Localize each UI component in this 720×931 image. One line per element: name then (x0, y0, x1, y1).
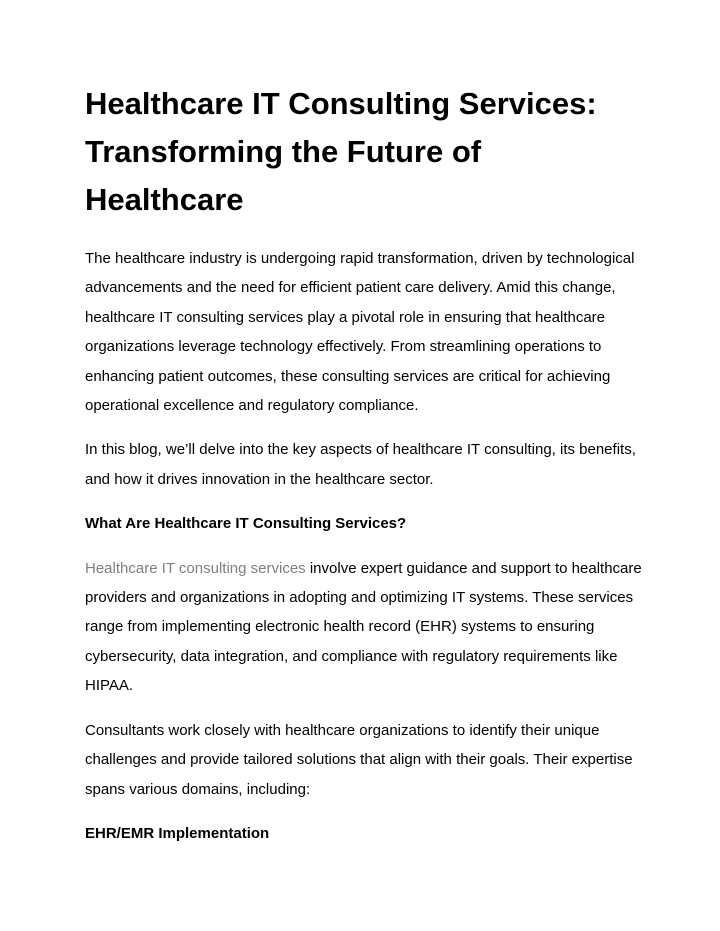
document-title: Healthcare IT Consulting Services: Transforming the Future of Healthcare (85, 86, 597, 217)
section-heading-what-are: What Are Healthcare IT Consulting Services? (85, 515, 407, 533)
section-heading-ehr-emr: EHR/EMR Implementation (85, 824, 270, 842)
section-paragraph-2: Consultants work closely with healthcare organizations to identify their unique challenges and provide tailored solutions that align with their goals. Their expertise spans various domains, including: (85, 721, 633, 798)
healthcare-it-consulting-link[interactable]: Healthcare IT consulting services (85, 559, 306, 577)
intro-paragraph-2: In this blog, we’ll delve into the key aspects of healthcare IT consulting, its benefits, and how it drives innovation in the healthcare sector. (85, 441, 636, 488)
document-page (85, 80, 645, 848)
section-paragraph-text: involve expert guidance and support to healthcare providers and organizations in adopting and optimizing IT systems. These services range from implementing electronic health record (EHR) systems to ensuring cybersecurity, data integration, and compliance with regulatory requirements like HIPAA. (85, 559, 642, 695)
section-paragraph (85, 554, 645, 701)
intro-paragraph: The healthcare industry is undergoing rapid transformation, driven by technological advancements and the need for efficient patient care delivery. Amid this change, healthcare IT consulting services play a pivotal role in ensuring that healthcare organizations leverage technology effectively. From streamlining operations to enhancing patient outcomes, these consulting services are critical for achieving operational excellence and regulatory compliance. (85, 250, 635, 415)
